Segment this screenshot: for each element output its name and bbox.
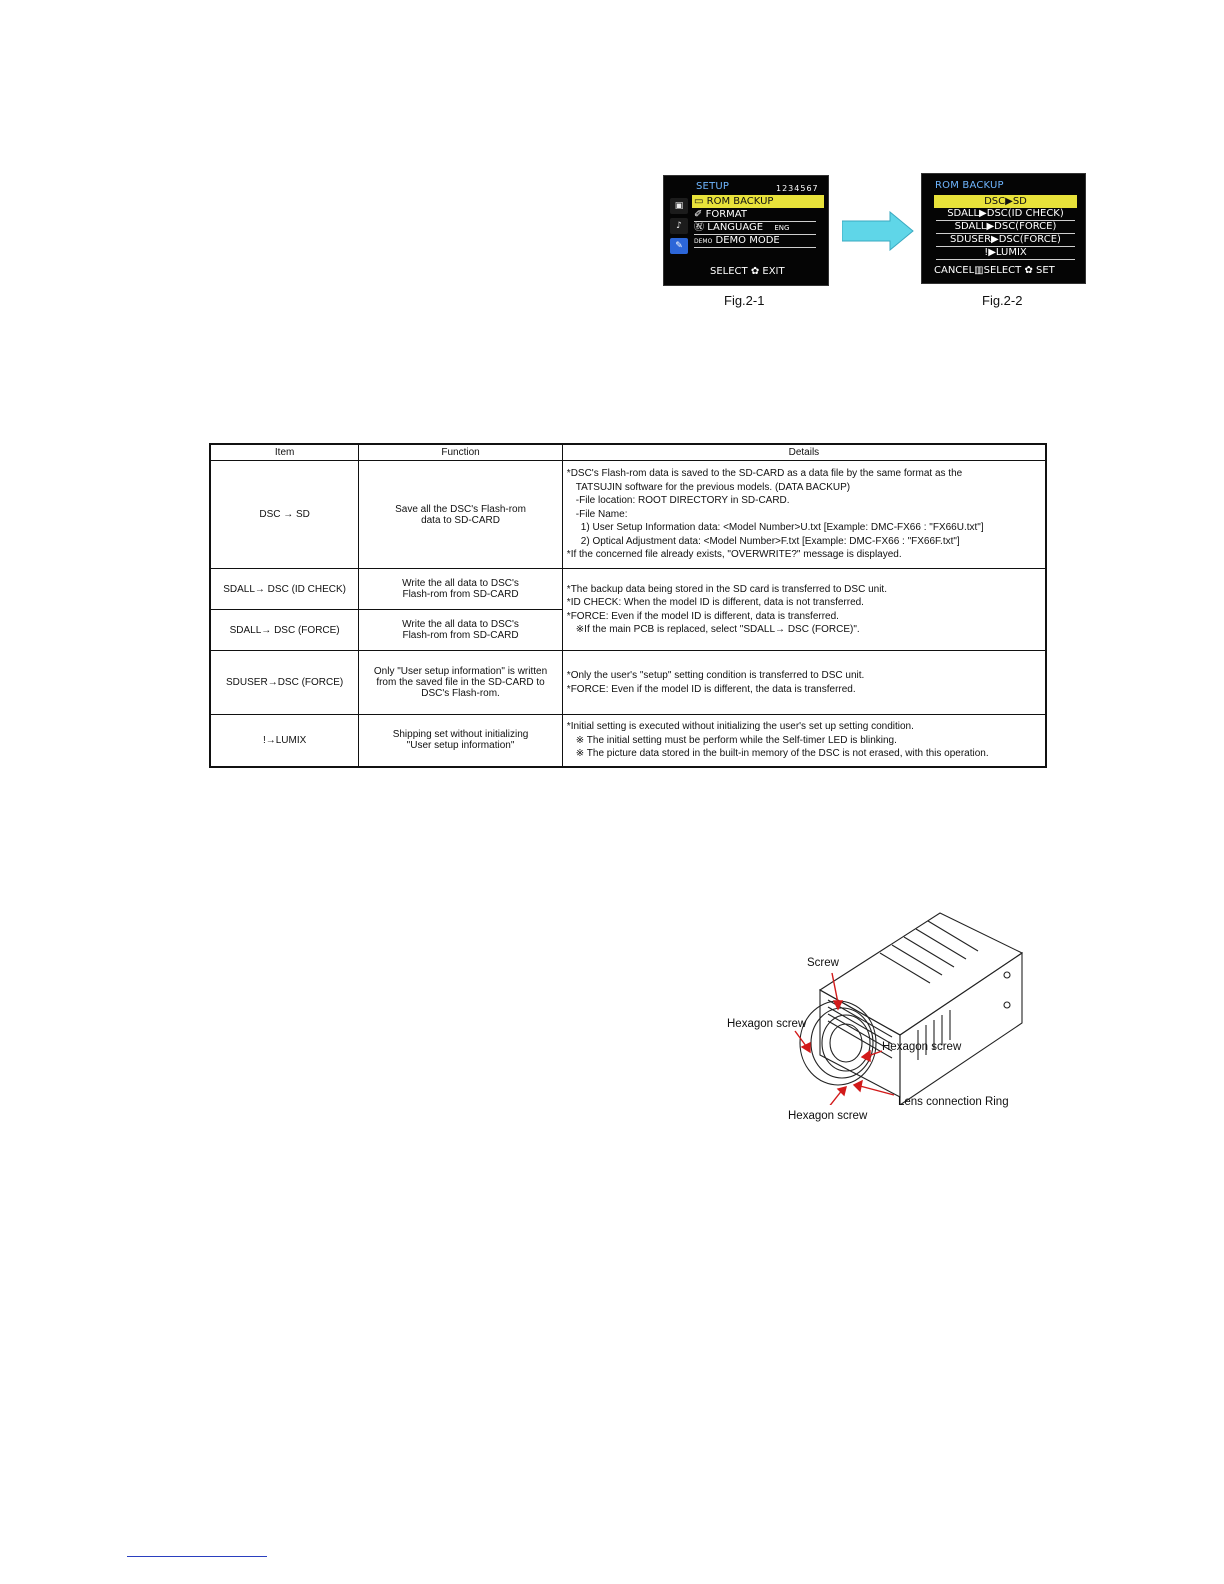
language-value: ENG [774,224,790,232]
playback-tab-icon: ♪ [670,218,688,234]
function-line: Shipping set without initializing [392,729,529,741]
rom-backup-function-table [209,443,1047,768]
menu-item-label: FORMAT [705,209,747,220]
details-cell [562,461,1046,569]
details-line: *The backup data being stored in the SD card is transferred to DSC unit. [566,583,887,595]
option-sdall-id-check: SDALL▶DSC(ID CHECK) [947,208,1064,219]
item-cell: !→LUMIX [210,715,359,767]
language-icon: ㊗ [694,222,704,233]
function-line: from the saved file in the SD-CARD to [376,677,545,688]
column-header-function: Function [359,444,563,461]
details-line: *FORCE: Even if the model ID is different, the data is transferred. [566,683,856,695]
option-sdall-force: SDALL▶DSC(FORCE) [954,221,1057,232]
menu-item-label: DEMO MODE [715,235,780,246]
function-cell [359,461,563,569]
camera-tab-icon: ▣ [670,198,688,214]
menu-item-label: ROM BACKUP [706,196,774,207]
details-line: *If the concerned file already exists, "OVERWRITE?" message is displayed. [566,549,902,561]
column-header-item: Item [210,444,359,461]
item-cell: DSC → SD [210,461,359,569]
details-line: ※ The initial setting must be perform while the Self-timer LED is blinking. [575,734,897,746]
page-indicator: 1234567 [776,184,819,193]
setup-menu-screen [663,175,829,286]
menu-item-format [694,209,747,221]
option-sduser-force: SDUSER▶DSC(FORCE) [950,234,1061,245]
fig-2-2-caption: Fig.2-2 [982,293,1023,308]
fig-2-1-caption: Fig.2-1 [724,293,765,308]
details-line: *Initial setting is executed without initializing the user's set up setting condition. [566,721,914,732]
table-row [210,461,1046,569]
function-cell [359,569,563,610]
divider [936,259,1075,260]
details-line: *DSC's Flash-rom data is saved to the SD-CARD as a data file by the same format as the [566,468,963,480]
lens-connection-ring-label: Lens connection Ring [898,1096,1009,1108]
function-line: data to SD-CARD [421,514,500,526]
details-cell [562,651,1046,715]
function-cell [359,610,563,651]
rom-backup-title: ROM BACKUP [935,180,1004,191]
rom-backup-icon: ▭ [694,196,704,207]
item-cell: SDUSER→DSC (FORCE) [210,651,359,715]
table-header-row [210,444,1046,461]
function-cell [359,715,563,767]
details-line: *Only the user's "setup" setting condition is transferred to DSC unit. [566,670,865,681]
item-cell: SDALL→ DSC (FORCE) [210,610,359,651]
function-cell [359,651,563,715]
details-line: TATSUJIN software for the previous models. (DATA BACKUP) [575,481,851,493]
details-line: 2) Optical Adjustment data: <Model Number>F.txt [Example: DMC-FX66 : "FX66F.txt"] [580,535,960,547]
menu-item-label: LANGUAGE [707,222,764,233]
option-lumix: !▶LUMIX [984,247,1027,258]
screw-label: Screw [807,957,839,969]
details-line: ※If the main PCB is replaced, select "SDALL→ DSC (FORCE)". [575,624,860,635]
menu-item-language [694,222,789,234]
details-cell [562,569,1046,651]
function-line: Save all the DSC's Flash-rom [395,503,526,515]
setup-tab-icon: ✎ [670,238,688,254]
footer-rule [127,1556,267,1557]
right-arrow-icon [842,211,914,251]
hexagon-screw-label-right: Hexagon screw [882,1041,962,1053]
item-cell: SDALL→ DSC (ID CHECK) [210,569,359,610]
function-line: Write the all data to DSC's [402,619,519,630]
table-row [210,569,1046,610]
column-header-details: Details [562,444,1046,461]
camera-lens-illustration [760,905,1040,1105]
hexagon-screw-label-bottom: Hexagon screw [788,1110,868,1122]
rom-backup-footer: CANCEL▥SELECT ✿ SET [934,265,1055,276]
divider [694,247,816,248]
details-line: *ID CHECK: When the model ID is different, data is not transferred. [566,597,864,608]
table-row [210,651,1046,715]
details-line: 1) User Setup Information data: <Model Number>U.txt [Example: DMC-FX66 : "FX66U.txt"] [580,522,984,534]
function-line: Flash-rom from SD-CARD [402,589,519,600]
details-line: ※ The picture data stored in the built-in memory of the DSC is not erased, with this operation. [575,748,989,759]
details-line: *FORCE: Even if the model ID is different, data is transferred. [566,610,839,622]
details-cell [562,715,1046,767]
setup-footer: SELECT ✿ EXIT [710,266,785,277]
table-row [210,715,1046,767]
format-icon: ✐ [694,209,703,220]
menu-item-rom-backup [692,195,824,208]
option-dsc-to-sd: DSC▶SD [934,195,1077,208]
demo-icon: DEMO [694,238,713,245]
function-line: Flash-rom from SD-CARD [402,630,519,641]
details-line: -File Name: [575,508,628,520]
setup-title: SETUP [696,181,730,192]
function-line: Write the all data to DSC's [402,578,519,589]
details-line: -File location: ROOT DIRECTORY in SD-CARD. [575,495,790,507]
function-line: "User setup information" [406,740,515,752]
rom-backup-screen [921,173,1086,284]
hexagon-screw-label-left: Hexagon screw [727,1018,807,1030]
function-line: DSC's Flash-rom. [421,688,500,699]
function-line: Only "User setup information" is written [373,666,548,677]
